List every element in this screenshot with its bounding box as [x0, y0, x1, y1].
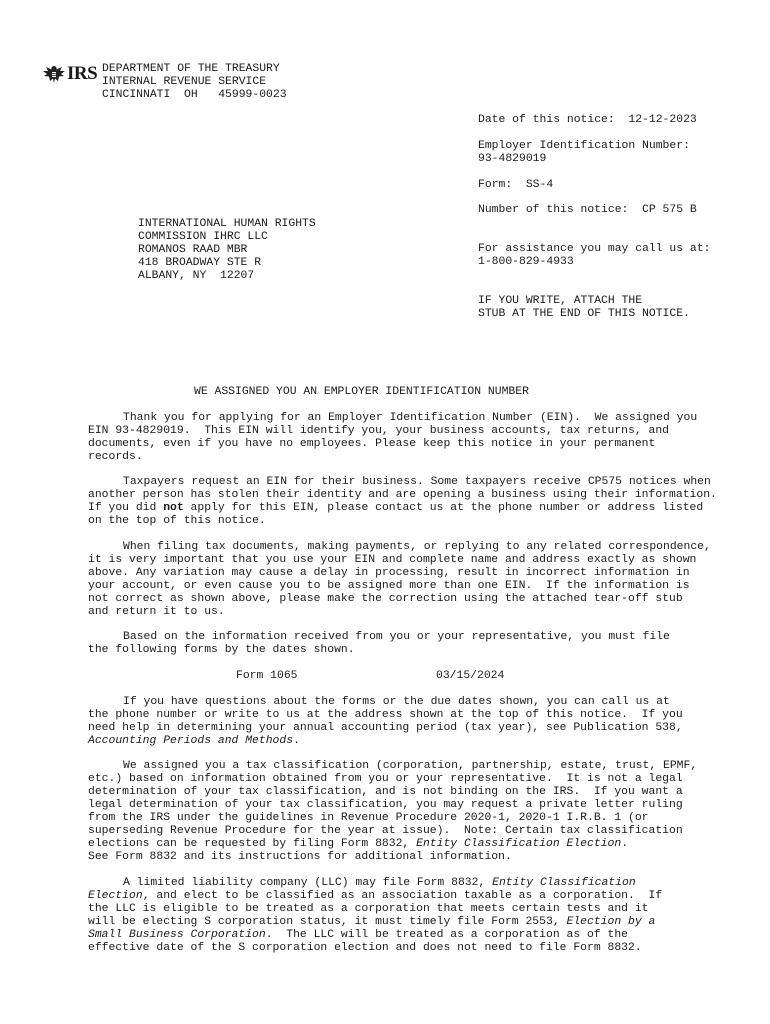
assistance-label: For assistance you may call us at:	[478, 243, 711, 255]
agency-line: CINCINNATI OH 45999-0023	[102, 89, 287, 101]
form-name: Form 1065	[236, 670, 298, 682]
form-title: Election by a	[566, 916, 656, 928]
text-span: . The LLC will be treated as a corporation as of the	[265, 929, 629, 941]
text-line: not correct as shown above, please make the correction using the attached tear-off stub	[88, 593, 683, 605]
paragraph-llc	[88, 877, 748, 955]
text-span: A limited liability company (LLC) may file Form 8832,	[123, 877, 493, 889]
text-span: will be electing S corporation status, it must timely file Form 2553,	[88, 916, 567, 928]
text-line	[88, 916, 748, 929]
agency-address	[102, 63, 287, 102]
notice-number: Number of this notice: CP 575 B	[478, 204, 697, 216]
text-line: and return it to us.	[88, 606, 225, 618]
text-line: If you have questions about the forms or the due dates shown, you can call us at	[123, 696, 670, 708]
text-line: above. Any variation may cause a delay in processing, result in incorrect information in	[88, 567, 690, 579]
text-span: elections can be requested by filing Form 8832,	[88, 838, 417, 850]
recipient-line: ROMANOS RAAD MBR	[138, 244, 248, 256]
text-line: documents, even if you have no employees. Please keep this notice in your permanent	[88, 438, 656, 450]
text-span: .	[621, 838, 629, 850]
recipient-line: COMMISSION IHRC LLC	[138, 231, 268, 243]
text-line: Taxpayers request an EIN for their business. Some taxpayers receive CP575 notices when	[123, 476, 711, 488]
form-title: Entity Classification Election	[416, 838, 622, 850]
notice-date: Date of this notice: 12-12-2023	[478, 114, 697, 126]
text-line: Based on the information received from you or your representative, you must file	[123, 631, 670, 643]
ein-block	[478, 140, 690, 166]
assistance-phone: 1-800-829-4933	[478, 256, 574, 268]
text-line: etc.) based on information obtained from you or your representative. It is not a legal	[88, 773, 683, 785]
paragraph-filing-instructions	[88, 541, 748, 619]
irs-logo	[42, 64, 97, 84]
publication-title: Accounting Periods and Methods	[88, 735, 294, 747]
text-span: If you did	[88, 502, 164, 514]
text-line	[88, 735, 748, 748]
text-span: .	[293, 735, 300, 747]
write-line: STUB AT THE END OF THIS NOTICE.	[478, 308, 690, 320]
text-line: it is very important that you use your EIN and complete name and address exactly as shown	[88, 554, 697, 566]
irs-logo-text: IRS	[67, 63, 98, 84]
text-line	[88, 877, 748, 890]
text-line: determination of your tax classification, and is not binding on the IRS. If you want a	[88, 786, 683, 798]
text-line: the LLC is eligible to be treated as a corporation that meets certain tests and it	[88, 903, 649, 915]
text-line: When filing tax documents, making payments, or replying to any related correspondence,	[123, 541, 711, 553]
form-title: Small Business Corporation	[88, 929, 266, 941]
notice-heading: WE ASSIGNED YOU AN EMPLOYER IDENTIFICATION NUMBER	[194, 386, 529, 398]
form-title: Entity Classification	[492, 877, 636, 889]
recipient-line: INTERNATIONAL HUMAN RIGHTS	[138, 218, 316, 230]
text-line: another person has stolen their identity and are opening a business using their information.	[88, 489, 717, 501]
agency-line: INTERNAL REVENUE SERVICE	[102, 76, 267, 88]
text-span: , and elect to be classified as an association taxable as a corporation. If	[142, 890, 663, 902]
form-title: Election	[88, 890, 143, 902]
text-line: Thank you for applying for an Employer Identification Number (EIN). We assigned you	[123, 412, 698, 424]
text-line: on the top of this notice.	[88, 515, 266, 527]
paragraph-forms-due	[88, 631, 748, 657]
paragraph-identity-theft	[88, 476, 748, 528]
bold-text: not	[163, 502, 184, 514]
text-line: We assigned you a tax classification (corporation, partnership, estate, trust, EPMF,	[123, 760, 698, 772]
paragraph-questions	[88, 696, 748, 748]
assistance-block	[478, 243, 710, 269]
text-line: superseding Revenue Procedure for the year at issue). Note: Certain tax classification	[88, 825, 683, 837]
recipient-line: 418 BROADWAY STE R	[138, 257, 262, 269]
paragraph-tax-classification	[88, 760, 748, 864]
recipient-line: ALBANY, NY 12207	[138, 270, 255, 282]
text-line: from the IRS under the guidelines in Revenue Procedure 2020-1, 2020-1 I.R.B. 1 (or	[88, 812, 649, 824]
form-line: Form: SS-4	[478, 179, 554, 191]
write-instructions	[478, 295, 690, 321]
text-line: effective date of the S corporation election and does not need to file Form 8832.	[88, 942, 642, 954]
text-line	[88, 890, 748, 903]
irs-eagle-icon	[42, 64, 66, 84]
text-line: EIN 93-4829019. This EIN will identify you, your business accounts, tax returns, and	[88, 425, 670, 437]
recipient-address	[138, 218, 316, 283]
ein-value: 93-4829019	[478, 153, 547, 165]
text-line	[88, 929, 748, 942]
text-span: apply for this EIN, please contact us at the phone number or address listed	[183, 502, 704, 514]
text-line: records.	[88, 451, 143, 463]
text-line: need help in determining your annual accounting period (tax year), see Publication 538,	[88, 722, 683, 734]
form-due-date: 03/15/2024	[436, 670, 505, 682]
text-line: legal determination of your tax classification, you may request a private letter ruling	[88, 799, 683, 811]
text-line	[88, 502, 748, 515]
paragraph-ein-assigned	[88, 412, 748, 464]
text-line	[88, 838, 748, 851]
text-line: See Form 8832 and its instructions for additional information.	[88, 851, 512, 863]
write-line: IF YOU WRITE, ATTACH THE	[478, 295, 643, 307]
text-line: your account, or even cause you to be assigned more than one EIN. If the information is	[88, 580, 690, 592]
text-line: the phone number or write to us at the address shown at the top of this notice. If you	[88, 709, 683, 721]
ein-label: Employer Identification Number:	[478, 140, 690, 152]
text-line: the following forms by the dates shown.	[88, 644, 355, 656]
agency-line: DEPARTMENT OF THE TREASURY	[102, 63, 280, 75]
